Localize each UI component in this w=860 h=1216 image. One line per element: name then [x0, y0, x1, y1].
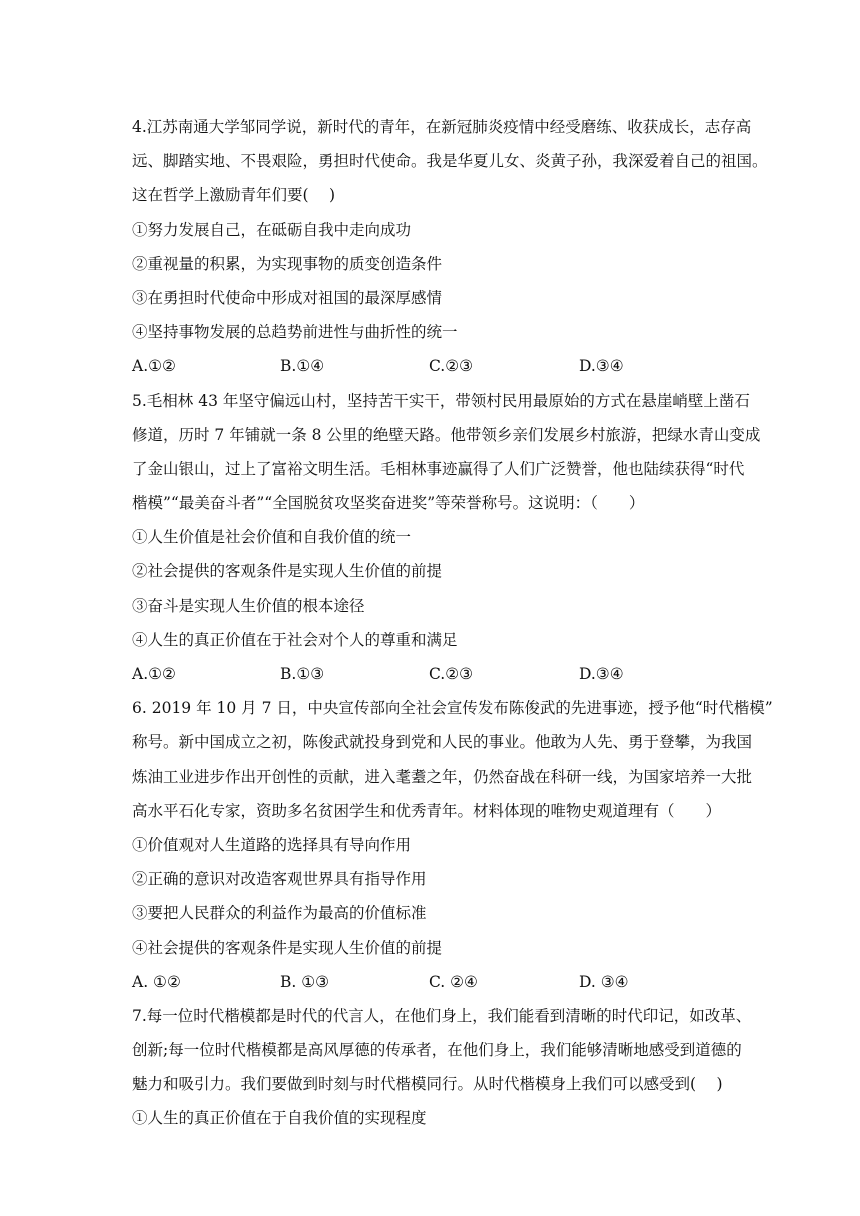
option-b: B.①③ — [280, 665, 325, 683]
option-d: D.③④ — [579, 357, 624, 376]
question-stem-line: 远、脚踏实地、不畏艰险，勇担时代使命。我是华夏儿女、炎黄子孙，我深爱着自己的祖国。 — [132, 152, 768, 171]
question-stem-line: 4.江苏南通大学邹同学说，新时代的青年，在新冠肺炎疫情中经受磨练、收获成长，志存高 — [132, 118, 752, 136]
question-stem-line: 了金山银山，过上了富裕文明生活。毛相林事迹赢得了人们广泛赞誉，他也陆续获得“时代 — [132, 459, 745, 478]
question-stem-line: 炼油工业进步作出开创性的贡献，进入耄耋之年，仍然奋战在科研一线，为国家培养一大批 — [132, 767, 753, 786]
question-6 — [132, 691, 773, 999]
question-stem-line: 这在哲学上激励青年们要( ) — [132, 186, 336, 205]
option-c: C.②③ — [429, 665, 474, 683]
option-c: C.②③ — [429, 357, 474, 376]
statement-3: ③要把人民群众的利益作为最高的价值标准 — [132, 904, 427, 923]
statement-4: ④坚持事物发展的总趋势前进性与曲折性的统一 — [132, 323, 458, 342]
question-stem-line: 5.毛相林 43 年坚守偏远山村，坚持苦干实干，带领村民用最原始的方式在悬崖峭壁上凿石 — [132, 391, 750, 410]
statement-3: ③在勇担时代使命中形成对祖国的最深厚感情 — [132, 288, 443, 307]
option-b: B. ①③ — [280, 972, 330, 991]
option-a: A.①② — [132, 665, 176, 683]
question-stem-line: 高水平石化专家，资助多名贫困学生和优秀青年。材料体现的唯物史观道理有（ ） — [132, 801, 722, 820]
option-c: C. ②④ — [429, 972, 478, 991]
statement-1: ①人生的真正价值在于自我价值的实现程度 — [132, 1109, 427, 1128]
option-d: D. ③④ — [579, 972, 629, 991]
question-stem-line: 修道，历时 7 年铺就一条 8 公里的绝壁天路。他带领乡亲们发展乡村旅游，把绿水青山变成 — [132, 425, 761, 444]
statement-3: ③奋斗是实现人生价值的根本途径 — [132, 596, 365, 615]
option-b: B.①④ — [280, 357, 325, 376]
question-5 — [132, 384, 761, 692]
statement-1: ①价值观对人生道路的选择具有导向作用 — [132, 835, 412, 854]
question-4 — [132, 110, 768, 384]
answer-options — [132, 349, 732, 383]
statement-1: ①努力发展自己，在砥砺自我中走向成功 — [132, 220, 412, 239]
statement-1: ①人生价值是社会价值和自我价值的统一 — [132, 528, 412, 547]
question-stem-line: 楷模”“最美奋斗者”“全国脱贫攻坚奖奋进奖”等荣誉称号。这说明：（ ） — [132, 494, 645, 513]
statement-2: ②社会提供的客观条件是实现人生价值的前提 — [132, 562, 443, 581]
answer-options — [132, 657, 732, 691]
question-stem-line: 称号。新中国成立之初，陈俊武就投身到党和人民的事业。他敢为人先、勇于登攀，为我国 — [132, 733, 753, 752]
question-stem-line: 创新;每一位时代楷模都是高风厚德的传承者，在他们身上，我们能够清晰地感受到道德的 — [132, 1041, 742, 1060]
option-a: A. ①② — [132, 972, 181, 991]
question-stem-line: 7.每一位时代楷模都是时代的代言人，在他们身上，我们能看到清晰的时代印记，如改革、 — [132, 1006, 752, 1025]
statement-4: ④社会提供的客观条件是实现人生价值的前提 — [132, 938, 443, 957]
statement-4: ④人生的真正价值在于社会对个人的尊重和满足 — [132, 630, 458, 649]
option-a: A.①② — [132, 357, 176, 376]
statement-2: ②重视量的积累，为实现事物的质变创造条件 — [132, 254, 443, 273]
answer-options — [132, 965, 732, 999]
question-7 — [132, 999, 752, 1136]
question-stem-line: 6. 2019 年 10 月 7 日，中央宣传部向全社会宣传发布陈俊武的先进事迹，授予他“时代楷模” — [132, 699, 773, 718]
option-d: D.③④ — [579, 665, 624, 683]
question-stem-line: 魅力和吸引力。我们要做到时刻与时代楷模同行。从时代楷模身上我们可以感受到( ) — [132, 1075, 723, 1094]
statement-2: ②正确的意识对改造客观世界具有指导作用 — [132, 870, 427, 889]
question-sheet — [132, 110, 773, 1136]
